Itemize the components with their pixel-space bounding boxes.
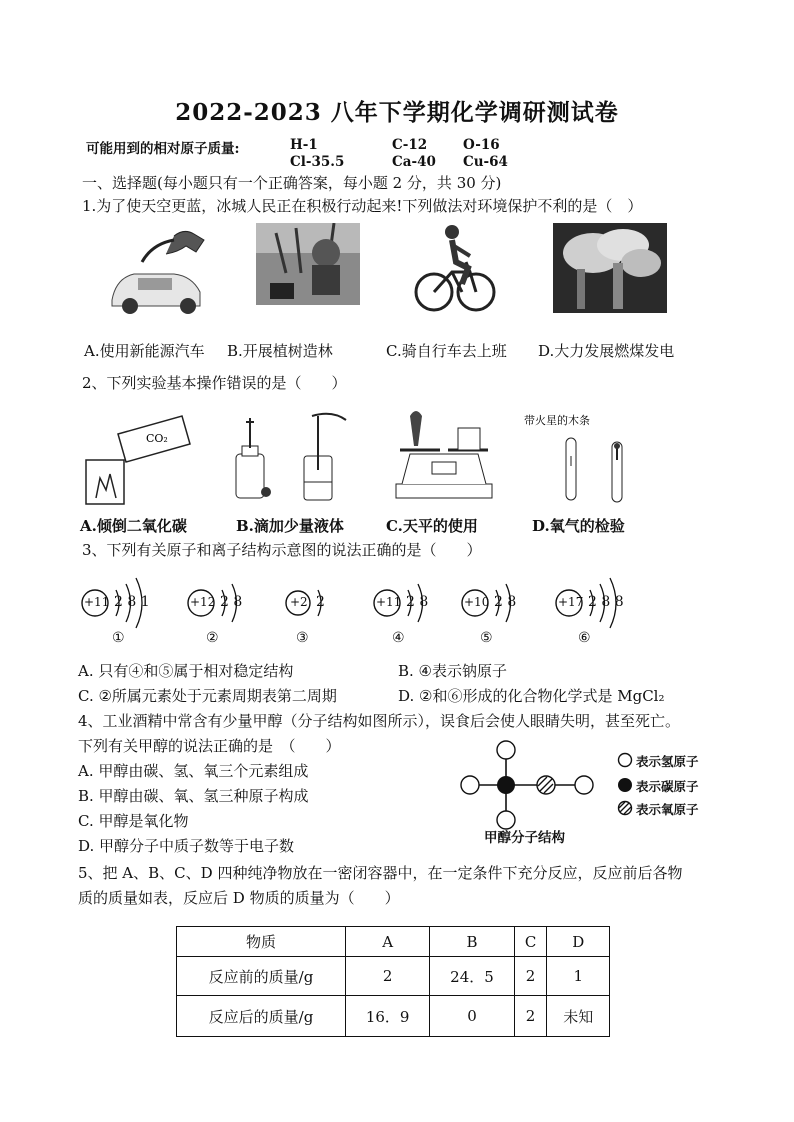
q4-option-a: A. 甲醇由碳、氢、氧三个元素组成 bbox=[78, 762, 309, 780]
table-cell: 反应后的质量/g bbox=[177, 996, 346, 1037]
electron-shells: 2 8 8 bbox=[588, 594, 624, 610]
diagram-index: ① bbox=[112, 630, 125, 646]
pouring-co2-image bbox=[80, 412, 200, 512]
q2-option-c: C.天平的使用 bbox=[386, 517, 478, 535]
table-row bbox=[177, 996, 610, 1037]
q4-option-d: D. 甲醇分子中质子数等于电子数 bbox=[78, 837, 295, 855]
atomic-mass-o: O-16 bbox=[463, 137, 500, 153]
q3-option-b: B. ④表示钠原子 bbox=[398, 662, 508, 680]
splint-label: 带火星的木条 bbox=[524, 414, 590, 427]
q4-option-c: C. 甲醇是氧化物 bbox=[78, 812, 189, 830]
atomic-mass-c: C-12 bbox=[392, 137, 428, 153]
nucleus-charge: +17 bbox=[558, 595, 584, 609]
coal-power-plant-image bbox=[553, 223, 667, 313]
diagram-index: ② bbox=[206, 630, 219, 646]
dropper-image bbox=[230, 412, 350, 504]
nucleus-charge: +2 bbox=[290, 595, 308, 609]
q1-option-c: C.骑自行车去上班 bbox=[386, 342, 507, 360]
q3-stem: 3、下列有关原子和离子结构示意图的说法正确的是（ ） bbox=[82, 541, 482, 559]
table-header-cell: D bbox=[547, 927, 610, 957]
q1-option-b: B.开展植树造林 bbox=[227, 342, 333, 360]
table-cell: 0 bbox=[430, 996, 514, 1037]
atom-diagram-5 bbox=[460, 568, 542, 652]
q1-stem: 1.为了使天空更蓝，冰城人民正在积极行动起来!下列做法对环境保护不利的是（ ） bbox=[82, 197, 643, 215]
q4-stem-line2: 下列有关甲醇的说法正确的是 （ ） bbox=[78, 737, 341, 755]
legend-oxygen: 表示氧原子 bbox=[636, 802, 699, 817]
cyclist-image bbox=[412, 222, 496, 318]
page-title: 2022-2023 八年下学期化学调研测试卷 bbox=[175, 99, 619, 126]
diagram-index: ⑤ bbox=[480, 630, 493, 646]
q4-option-b: B. 甲醇由碳、氧、氢三种原子构成 bbox=[78, 787, 309, 805]
diagram-index: ③ bbox=[296, 630, 309, 646]
oxygen-legend-icon bbox=[617, 800, 633, 816]
atom-diagram-1 bbox=[80, 568, 162, 652]
electron-shells: 2 8 bbox=[220, 594, 243, 610]
q5-stem-line2: 质的质量如表，反应后 D 物质的质量为（ ） bbox=[78, 889, 400, 907]
oxygen-test-image bbox=[524, 412, 644, 504]
diagram-index: ④ bbox=[392, 630, 405, 646]
table-header-cell: C bbox=[514, 927, 547, 957]
table-header-cell: 物质 bbox=[177, 927, 346, 957]
tree-planting-image bbox=[256, 223, 360, 305]
electron-shells: 2 bbox=[316, 594, 325, 610]
table-cell: 2 bbox=[514, 996, 547, 1037]
q2-stem: 2、下列实验基本操作错误的是（ ） bbox=[82, 374, 347, 392]
atom-diagram-4 bbox=[372, 568, 454, 652]
section-heading: 一、选择题(每小题只有一个正确答案，每小题 2 分，共 30 分) bbox=[82, 174, 502, 192]
table-cell: 反应前的质量/g bbox=[177, 957, 346, 996]
nucleus-charge: +11 bbox=[84, 595, 110, 609]
atomic-mass-label: 可能用到的相对原子质量: bbox=[86, 141, 240, 157]
table-cell: 24．5 bbox=[430, 957, 514, 996]
atomic-mass-h: H-1 bbox=[290, 137, 318, 153]
electron-shells: 2 8 bbox=[406, 594, 429, 610]
legend-hydrogen: 表示氢原子 bbox=[636, 754, 699, 769]
q2-option-d: D.氧气的检验 bbox=[532, 517, 625, 535]
atom-diagram-6 bbox=[554, 566, 644, 652]
table-row bbox=[177, 957, 610, 996]
nucleus-charge: +12 bbox=[190, 595, 216, 609]
table-header-cell: A bbox=[346, 927, 430, 957]
q3-option-c: C. ②所属元素处于元素周期表第二周期 bbox=[78, 687, 337, 705]
electron-shells: 2 8 1 bbox=[114, 594, 150, 610]
carbon-legend-icon bbox=[617, 777, 633, 793]
q3-option-a: A. 只有④和⑤属于相对稳定结构 bbox=[78, 662, 294, 680]
q2-option-b: B.滴加少量液体 bbox=[236, 517, 344, 535]
table-cell: 2 bbox=[514, 957, 547, 996]
q4-stem-line1: 4、工业酒精中常含有少量甲醇（分子结构如图所示），误食后会使人眼睛失明，甚至死亡。 bbox=[78, 712, 681, 730]
atom-diagram-2 bbox=[186, 568, 268, 652]
table-cell: 1 bbox=[547, 957, 610, 996]
methanol-caption: 甲醇分子结构 bbox=[484, 830, 565, 846]
table-cell: 16．9 bbox=[346, 996, 430, 1037]
table-header-row bbox=[177, 927, 610, 957]
atomic-mass-cl: Cl-35.5 bbox=[290, 154, 345, 170]
co2-label: CO₂ bbox=[146, 432, 168, 445]
atomic-mass-cu: Cu-64 bbox=[463, 154, 508, 170]
q3-option-d: D. ②和⑥形成的化合物化学式是 MgCl₂ bbox=[398, 687, 665, 705]
legend-carbon: 表示碳原子 bbox=[636, 779, 699, 794]
q5-stem-line1: 5、把 A、B、C、D 四种纯净物放在一密闭容器中，在一定条件下充分反应，反应前后各物 bbox=[78, 864, 683, 882]
mass-table bbox=[176, 926, 610, 1037]
table-cell: 2 bbox=[346, 957, 430, 996]
electric-car-image bbox=[104, 222, 216, 318]
atomic-mass-ca: Ca-40 bbox=[392, 154, 436, 170]
methanol-structure-diagram bbox=[456, 740, 616, 830]
diagram-index: ⑥ bbox=[578, 630, 591, 646]
hydrogen-legend-icon bbox=[617, 752, 633, 768]
electron-shells: 2 8 bbox=[494, 594, 517, 610]
table-cell: 未知 bbox=[547, 996, 610, 1037]
nucleus-charge: +11 bbox=[376, 595, 402, 609]
q1-option-d: D.大力发展燃煤发电 bbox=[538, 342, 675, 360]
table-header-cell: B bbox=[430, 927, 514, 957]
q1-option-a: A.使用新能源汽车 bbox=[84, 342, 205, 360]
balance-image bbox=[392, 406, 496, 502]
q2-option-a: A.倾倒二氧化碳 bbox=[80, 517, 187, 535]
atom-diagram-3 bbox=[284, 568, 344, 652]
nucleus-charge: +10 bbox=[464, 595, 490, 609]
